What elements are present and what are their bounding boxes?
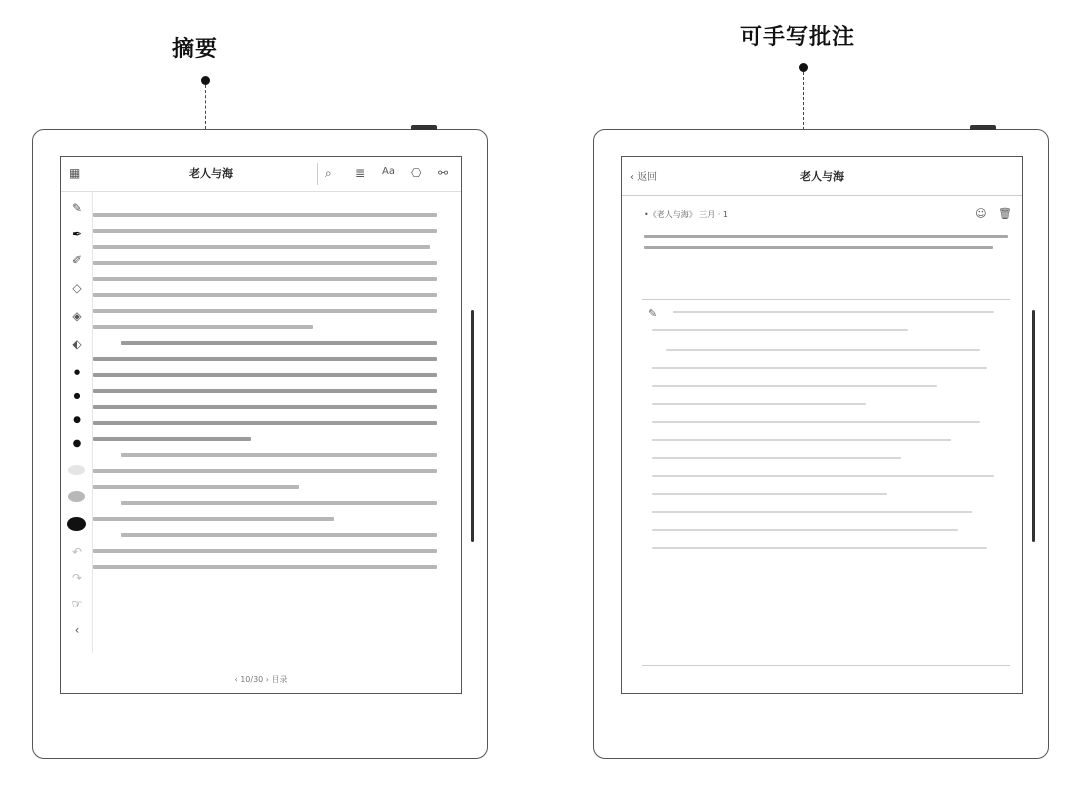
bottom-divider	[642, 665, 1010, 666]
redo-icon[interactable]: ↷	[71, 571, 83, 585]
highlighter-icon[interactable]: ⬖	[72, 337, 82, 351]
page-indicator[interactable]: ‹ 10/30 › 目录	[234, 675, 288, 684]
eraser-icon[interactable]: ◇	[72, 281, 82, 295]
paragraph-4	[93, 501, 437, 521]
annotation-topbar	[622, 157, 1022, 196]
paragraph-1	[93, 213, 437, 329]
book-title: 老人与海	[800, 170, 844, 183]
note-actions	[975, 207, 1012, 220]
power-button[interactable]	[970, 125, 996, 130]
callout-annotation-label: 可手写批注	[740, 25, 856, 50]
pen-filled-icon[interactable]: ✒	[71, 227, 83, 241]
paragraph-3	[93, 453, 437, 489]
share-icon[interactable]: ⚯	[438, 166, 449, 180]
search-icon[interactable]: ⌕	[325, 166, 332, 180]
grid-icon[interactable]: ▦	[69, 166, 81, 180]
stroke-size-3-icon[interactable]: ●	[73, 415, 81, 425]
undo-icon[interactable]: ↶	[71, 545, 83, 559]
paragraph-5	[93, 533, 437, 569]
comment-icon[interactable]: ☺	[975, 207, 987, 220]
annotation-screen	[621, 156, 1023, 694]
ereader-device-left	[32, 129, 488, 759]
pen-toolbar	[61, 191, 93, 653]
font-size-icon[interactable]: Aa	[382, 166, 395, 177]
handwriting-canvas[interactable]	[652, 307, 1008, 565]
note-excerpt	[644, 235, 1008, 257]
callout-summary-dot	[201, 76, 210, 85]
color-light-swatch[interactable]	[68, 465, 85, 475]
lasso-icon[interactable]: ◈	[72, 309, 82, 323]
stroke-size-2-icon[interactable]: ●	[73, 391, 81, 400]
pen-outline-icon[interactable]: ✐	[71, 253, 83, 267]
delete-icon[interactable]: 🗑	[998, 207, 1012, 220]
excerpt-divider	[642, 299, 1010, 300]
bookmark-icon[interactable]: ⎔	[411, 166, 422, 180]
note-meta: •《老人与海》 三月 · 1	[644, 210, 728, 219]
reader-screen	[60, 156, 462, 694]
book-title: 老人与海	[189, 167, 233, 180]
page-turn-bar[interactable]	[1032, 310, 1035, 542]
stroke-size-4-icon[interactable]: ●	[72, 438, 82, 449]
stroke-size-1-icon[interactable]: ●	[73, 368, 81, 376]
handwriting-pen-icon[interactable]: ✎	[648, 307, 658, 320]
power-button[interactable]	[411, 125, 437, 130]
reader-topbar	[61, 157, 461, 192]
list-icon[interactable]: ≣	[355, 166, 366, 180]
back-label: 返回	[637, 172, 658, 183]
collapse-toolbar-icon[interactable]: ‹	[74, 623, 80, 637]
page-turn-bar[interactable]	[471, 310, 474, 542]
pencil-icon[interactable]: ✎	[71, 201, 83, 215]
callout-annotation-dot	[799, 63, 808, 72]
ereader-device-right	[593, 129, 1049, 759]
toolbar-divider	[317, 163, 318, 185]
color-dark-swatch[interactable]	[67, 517, 86, 531]
paragraph-2-highlighted[interactable]	[93, 341, 437, 441]
color-mid-swatch[interactable]	[68, 491, 85, 502]
book-text-area	[93, 213, 437, 581]
callout-summary-label: 摘要	[172, 37, 219, 62]
back-button[interactable]: ‹ 返回	[630, 172, 658, 183]
pointer-icon[interactable]: ☞	[71, 597, 83, 611]
